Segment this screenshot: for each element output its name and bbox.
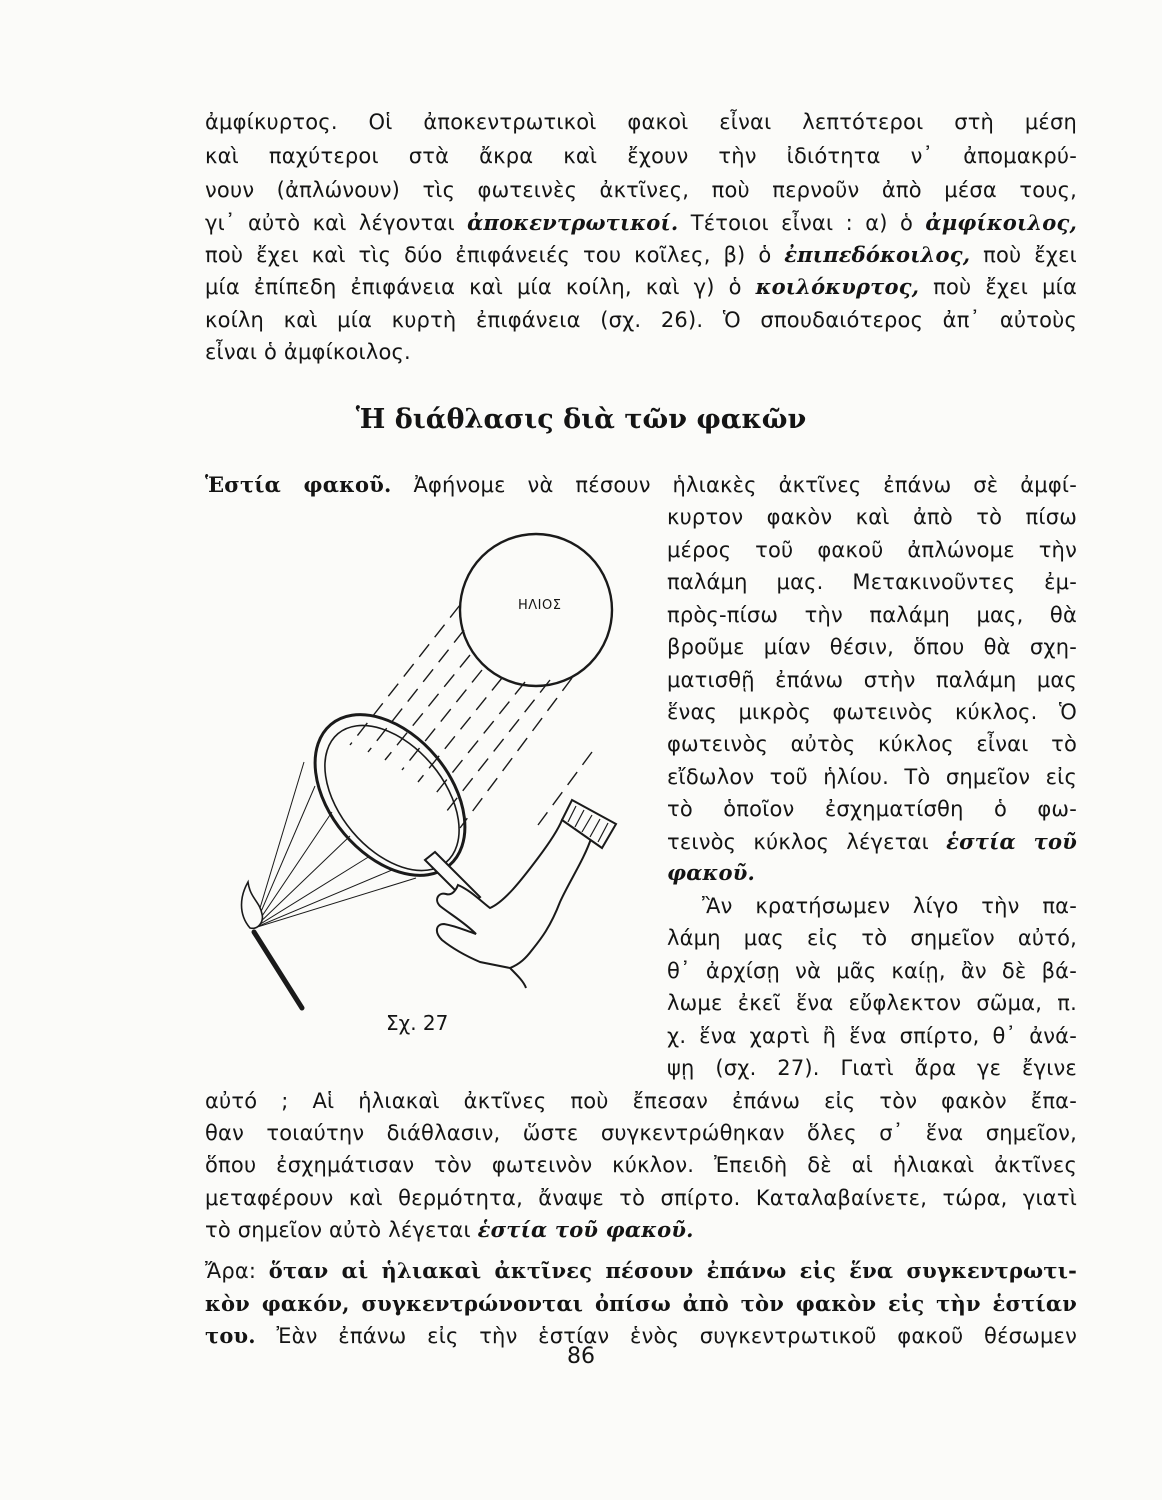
sun-label: ΗΛΙΟΣ <box>518 598 562 613</box>
rule-bold-text: του. <box>205 1323 256 1348</box>
text-span: Τέτοιοι εἶναι : α) ὁ <box>678 211 926 235</box>
sun-rays <box>350 605 592 828</box>
figure-27-illustration <box>220 530 640 1020</box>
text-line: ματισθῇ ἐπάνω στὴν παλάμη μας <box>667 668 1077 692</box>
text-line: μέρος τοῦ φακοῦ ἀπλώνομε τὴν <box>667 538 1077 562</box>
section-title: Ἡ διάθλασις διὰ τῶν φακῶν <box>355 404 807 435</box>
text-line: καὶ παχύτεροι στὰ ἄκρα καὶ ἔχουν τὴν ἰδιότητα ν᾽ ἀπομακρύ- <box>205 144 1077 168</box>
text-line <box>667 858 755 888</box>
text-line: ψῃ (σχ. 27). Γιατὶ ἄρα γε ἔγινε <box>667 1056 1077 1080</box>
text-line: εἴδωλον τοῦ ἡλίου. Τὸ σημεῖον εἰς <box>667 765 1077 789</box>
text-span: τεινὸς κύκλος λέγεται <box>667 830 947 854</box>
text-line: εἶναι ὁ ἀμφίκοιλος. <box>205 340 411 364</box>
text-span: γι᾽ αὐτὸ καὶ λέγονται <box>205 211 468 235</box>
text-line: θ᾽ ἀρχίσῃ νὰ μᾶς καίῃ, ἂν δὲ βά- <box>667 959 1077 983</box>
text-line: ἕνας μικρὸς φωτεινὸς κύκλος. Ὁ <box>667 700 1077 724</box>
rule-bold-text: κὸν φακόν, συγκεντρώνονται ὀπίσω ἀπὸ τὸν φακὸν εἰς τὴν ἑστίαν <box>205 1291 1077 1316</box>
text-line <box>667 827 1077 857</box>
term-estia-tou: ἑστία τοῦ <box>946 829 1077 854</box>
text-line: λωμε ἐκεῖ ἕνα εὔφλεκτον σῶμα, π. <box>667 991 1077 1015</box>
term-epipedokoilos: ἐπιπεδόκοιλος, <box>784 242 971 267</box>
text-span: μία ἐπίπεδη ἐπιφάνεια καὶ μία κοίλη, καὶ γ) ὁ <box>205 275 756 299</box>
text-line: θαν τοιαύτην διάθλασιν, ὥστε συγκεντρώθηκαν ὅλες σ᾽ ἕνα σημεῖον, <box>205 1121 1077 1145</box>
text-line: παλάμη μας. Μετακινοῦντες ἐμ- <box>667 570 1077 594</box>
page-number: 86 <box>567 1344 595 1369</box>
match-stick <box>254 932 302 1008</box>
text-span: ποὺ ἔχει μία <box>919 275 1077 299</box>
text-line <box>205 470 1077 500</box>
text-line <box>205 1289 1077 1319</box>
text-line <box>205 272 1077 302</box>
hand <box>437 820 592 968</box>
text-span: ποὺ ἔχει καὶ τὶς δύο ἐπιφάνειές του κοῖλες, β) ὁ <box>205 243 785 267</box>
text-span: ποὺ ἔχει <box>970 243 1077 267</box>
text-line: πρὸς-πίσω τὴν παλάμη μας, θὰ <box>667 603 1077 627</box>
term-estia-tou-fakou: ἑστία τοῦ φακοῦ. <box>477 1217 694 1242</box>
text-line: χ. ἕνα χαρτὶ ἢ ἕνα σπίρτο, θ᾽ ἀνά- <box>667 1024 1077 1048</box>
match-flame <box>242 882 263 928</box>
text-line: φωτεινὸς αὐτὸς κύκλος εἶναι τὸ <box>667 732 1077 756</box>
text-span: Ἀφήνομε νὰ πέσουν ἡλιακὲς ἀκτῖνες ἐπάνω σὲ ἀμφί- <box>391 473 1077 497</box>
text-span: τὸ σημεῖον αὐτὸ λέγεται <box>205 1218 478 1242</box>
subheading-estia-fakou: Ἑστία φακοῦ. <box>205 472 392 497</box>
term-koilokyrtos: κοιλόκυρτος, <box>755 274 920 299</box>
term-fakou: φακοῦ. <box>667 860 755 885</box>
text-line: νουν (ἀπλώνουν) τὶς φωτεινὲς ἀκτῖνες, ποὺ περνοῦν ἀπὸ μέσα τους, <box>205 178 1077 202</box>
text-line <box>205 1256 1077 1286</box>
text-span: Ἄρα: <box>205 1259 269 1283</box>
text-line: ἀμφίκυρτος. Οἱ ἀποκεντρωτικοὶ φακοὶ εἶναι λεπτότεροι στὴ μέση <box>205 110 1077 134</box>
rule-bold-text: ὅταν αἱ ἡλιακαὶ ἀκτῖνες πέσουν ἐπάνω εἰς ἕνα συγκεντρωτι- <box>268 1258 1077 1283</box>
figure-caption: Σχ. 27 <box>386 1011 449 1035</box>
text-line: βροῦμε μίαν θέσιν, ὅπου θὰ σχη- <box>667 635 1077 659</box>
term-apokentrotikoi: ἀποκεντρωτικοί. <box>467 210 679 235</box>
text-line: κυρτον φακὸν καὶ ἀπὸ τὸ πίσω <box>667 505 1077 529</box>
text-line: ὅπου ἐσχημάτισαν τὸν φωτεινὸν κύκλον. Ἐπειδὴ δὲ αἱ ἡλιακαὶ ἀκτῖνες <box>205 1153 1077 1177</box>
converging-light-cone <box>254 762 416 928</box>
text-line <box>205 1215 694 1245</box>
text-line: Ἂν κρατήσωμεν λίγο τὴν πα- <box>702 894 1077 918</box>
text-line: τὸ ὁποῖον ἐσχηματίσθη ὁ φω- <box>667 797 1077 821</box>
term-amfikoilos: ἀμφίκοιλος, <box>925 210 1077 235</box>
text-line: κοίλη καὶ μία κυρτὴ ἐπιφάνεια (σχ. 26). Ὁ σπουδαιότερος ἀπ᾽ αὐτοὺς <box>205 308 1077 332</box>
text-span: Ἐὰν ἐπάνω εἰς τὴν ἑστίαν ἑνὸς συγκεντρωτικοῦ φακοῦ θέσωμεν <box>255 1324 1077 1348</box>
text-line: αὐτό ; Αἱ ἡλιακαὶ ἀκτῖνες ποὺ ἔπεσαν ἐπάνω εἰς τὸν φακὸν ἔπα- <box>205 1089 1077 1113</box>
text-line: λάμη μας εἰς τὸ σημεῖον αὐτό, <box>667 926 1077 950</box>
text-line: μεταφέρουν καὶ θερμότητα, ἄναψε τὸ σπίρτο. Καταλαβαίνετε, τώρα, γιατὶ <box>205 1186 1077 1210</box>
text-line <box>205 208 1077 238</box>
text-line <box>205 240 1077 270</box>
